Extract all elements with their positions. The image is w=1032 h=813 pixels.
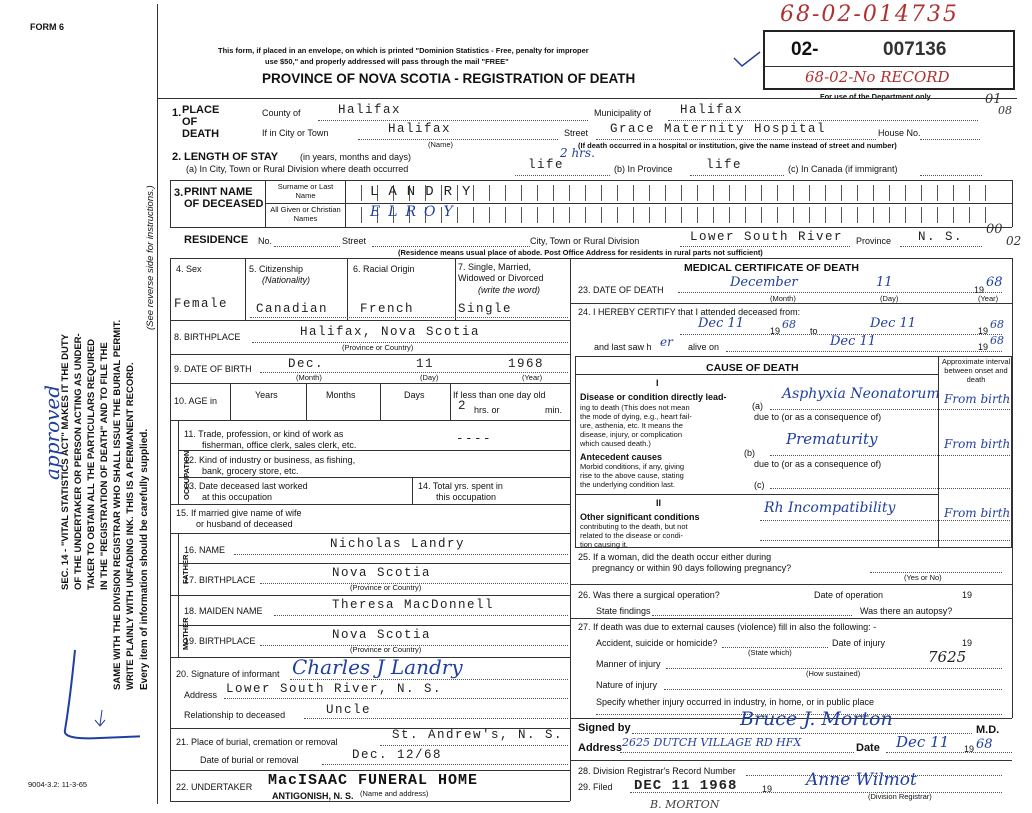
s5-label: 5. Citizenship xyxy=(249,264,304,274)
cause-ant3: rise to the above cause, stating xyxy=(580,471,684,480)
s29-signature: Anne Wilmot xyxy=(806,770,917,790)
header-note-1: This form, if placed in an envelope, on which is printed "Dominion Statistics - Free, penalty for improper xyxy=(218,46,589,55)
cause-o4: tion causing it. xyxy=(580,540,628,549)
cause-ant4: the underlying condition last. xyxy=(580,480,676,489)
s10-hrs: hrs. or xyxy=(474,405,500,415)
side-text-1: SEC. 14 - "VITAL STATISTICS ACT" MAKES IT THE DUTY xyxy=(60,333,71,590)
s1-label: PLACE OF DEATH xyxy=(182,104,220,140)
s26-yr: 19 xyxy=(962,590,973,600)
s11-l2: fisherman, office clerk, sales clerk, etc. xyxy=(202,440,357,450)
side-text-8: (See reverse side for instructions.) xyxy=(145,185,156,330)
margin-scribble xyxy=(40,640,140,750)
s12-l2: bank, grocery store, etc. xyxy=(202,466,299,476)
s24-alive-on: Dec 11 xyxy=(830,334,877,349)
s24-to-yr: 68 xyxy=(990,318,1004,331)
s1-hosp-note: (If death occurred in a hospital or institution, give the name instead of street and number) xyxy=(578,141,897,150)
s9-day: 11 xyxy=(416,357,435,371)
s3-label: PRINT NAME OF DECEASED xyxy=(184,186,264,210)
s10-hrs-val: 2 xyxy=(458,399,468,413)
s22-label: 22. UNDERTAKER xyxy=(176,782,253,792)
signed-addr: 2625 DUTCH VILLAGE RD HFX xyxy=(622,736,802,749)
s3-prov-label: Province xyxy=(856,236,892,246)
s6-value: French xyxy=(360,302,415,316)
s3-given-label: All Given or Christian Names xyxy=(270,205,341,223)
s3-no-label: No. xyxy=(258,236,273,246)
s27-code: 7625 xyxy=(928,648,967,666)
cause-ant2: Morbid conditions, if any, giving xyxy=(580,462,685,471)
s3-res-note: (Residence means usual place of abode. Post Office Address for residents in rural parts not sufficient) xyxy=(398,248,763,257)
s11-value: ---- xyxy=(456,432,493,446)
s19-label: 19. BIRTHPLACE xyxy=(184,636,256,646)
s21-date-label: Date of burial or removal xyxy=(200,755,299,765)
s12-label: 12. Kind of industry or business, as fishing, xyxy=(184,455,356,465)
s24-seen: er xyxy=(660,335,673,349)
s1-county: Halifax xyxy=(338,103,402,117)
s24-yrpre-1: 19 xyxy=(770,326,781,336)
bottom-handwriting: B. MORTON xyxy=(650,798,720,811)
s10-min: min. xyxy=(545,405,563,415)
s17-label: 17. BIRTHPLACE xyxy=(184,575,256,585)
s8-value: Halifax, Nova Scotia xyxy=(300,325,481,339)
s2-sub: (in years, months and days) xyxy=(300,152,412,162)
s24-to: Dec 11 xyxy=(870,316,917,331)
s24-yrpre-3: 19 xyxy=(978,342,989,352)
s24-yrpre-2: 19 xyxy=(978,326,989,336)
s14-l2: this occupation xyxy=(436,492,497,502)
s24-to-label: to xyxy=(810,326,818,336)
side-text-3: TAKER TO OBTAIN ALL THE PARTICULARS REQUIRED xyxy=(86,338,97,590)
s27-acc: Accident, suicide or homicide? xyxy=(596,638,718,648)
s11-label: 11. Trade, profession, or kind of work as xyxy=(184,429,344,439)
reg-line2: 68-02-No RECORD xyxy=(805,68,950,86)
s29-label: 29. Filed xyxy=(578,782,613,792)
s16-label: 16. NAME xyxy=(184,545,226,555)
s1-muni-label: Municipality of xyxy=(594,108,652,118)
s17-value: Nova Scotia xyxy=(332,566,432,580)
footer-code: 9004-3.2: 11-3-65 xyxy=(28,780,88,789)
signed-date: Dec 11 xyxy=(896,733,950,751)
s10-months: Months xyxy=(326,390,356,400)
s2-a-label: (a) In City, Town or Rural Division where death occurred xyxy=(186,164,409,174)
s17-note: (Province or Country) xyxy=(350,583,422,592)
s9-d: (Day) xyxy=(420,373,439,382)
s9-year: 1968 xyxy=(508,357,545,371)
cause-a-label: (a) xyxy=(752,401,763,411)
s5-value: Canadian xyxy=(256,302,329,316)
s24-alive-label: alive on xyxy=(688,342,720,352)
s3-given: ELROY xyxy=(370,204,461,220)
s1-name-note: (Name) xyxy=(428,140,454,149)
s3-street-label: Street xyxy=(342,236,367,246)
cause-due-1: due to (or as a consequence of) xyxy=(754,412,882,422)
cause-roman-1: I xyxy=(656,378,659,388)
side-text-5: SAME WITH THE DIVISION REGISTRAR WHO SHALL ISSUE THE BURIAL PERMIT. xyxy=(112,319,123,690)
s25-l2: pregnancy or within 90 days following pregnancy? xyxy=(592,563,792,573)
cause-d3: the mode of dying, e.g., heart fail- xyxy=(580,412,692,421)
s21-label: 21. Place of burial, cremation or removal xyxy=(176,737,338,747)
cause-ii-value: Rh Incompatibility xyxy=(764,500,896,516)
dept-mark-4: 02 xyxy=(1006,234,1022,248)
cause-o2: contributing to the death, but not xyxy=(580,522,688,531)
s23-m: (Month) xyxy=(770,294,796,303)
s26-find: State findings xyxy=(596,606,651,616)
s3-surname: LANDRY xyxy=(370,184,481,200)
s22-value: MacISAAC FUNERAL HOME xyxy=(268,772,479,789)
s23-year: 68 xyxy=(986,275,1003,290)
s1-num: 1. xyxy=(172,107,182,119)
department-note: For use of the Department only xyxy=(820,92,931,101)
s3-residence-label: RESIDENCE xyxy=(184,234,249,246)
s25-note: (Yes or No) xyxy=(904,573,942,582)
signed-md: M.D. xyxy=(976,724,1000,736)
cause-due-2: due to (or as a consequence of) xyxy=(754,459,882,469)
s23-d: (Day) xyxy=(880,294,899,303)
s20-addr: Lower South River, N. S. xyxy=(226,682,443,696)
s10-label: 10. AGE in xyxy=(174,396,218,406)
cause-o3: related to the disease or condi- xyxy=(580,531,683,540)
s21-value: St. Andrew's, N. S. xyxy=(392,728,564,742)
side-text-4: IN THE "REGISTRATION OF DEATH" AND TO FILE THE xyxy=(99,342,110,590)
s20-rel-label: Relationship to deceased xyxy=(184,710,286,720)
cause-b-interval: From birth xyxy=(944,437,1011,451)
s24-from-yr: 68 xyxy=(782,318,796,331)
s9-m: (Month) xyxy=(296,373,322,382)
s7-label: 7. Single, Married, Widowed or Divorced xyxy=(458,262,544,283)
s20-signature: Charles J Landry xyxy=(292,655,463,679)
cause-d4: ure, asthenia, etc. It means the xyxy=(580,421,683,430)
signed-date-label: Date xyxy=(856,742,880,754)
signed-yr: 68 xyxy=(976,737,993,752)
cause-b-label: (b) xyxy=(744,448,755,458)
s24-from: Dec 11 xyxy=(698,316,745,331)
reg-number: 007136 xyxy=(883,39,947,60)
signed-label: Signed by xyxy=(578,722,631,734)
side-text-6: WRITE PLAINLY WITH UNFADING INK. THIS IS A PERMANENT RECORD. xyxy=(125,362,136,690)
cause-b-value: Prematurity xyxy=(786,430,878,448)
s14-label: 14. Total yrs. spent in xyxy=(418,481,503,491)
s7-sub: (write the word) xyxy=(478,285,541,295)
s18-value: Theresa MacDonnell xyxy=(332,598,495,612)
s27-specify: Specify whether injury occurred in industry, in home, or in public place xyxy=(596,697,874,707)
s3-surname-label: Surname or Last Name xyxy=(277,182,334,200)
s4-value: Female xyxy=(174,297,229,311)
side-text-7: Every item of information should be carefully supplied. xyxy=(139,428,150,690)
s27-inj-date: Date of injury xyxy=(832,638,886,648)
s29-note: (Division Registrar) xyxy=(868,792,932,801)
cause-ii-interval: From birth xyxy=(944,506,1011,520)
s22-note: (Name and address) xyxy=(360,789,429,798)
s10-days: Days xyxy=(404,390,425,400)
s2-label: LENGTH OF STAY xyxy=(184,151,279,163)
s20-rel: Uncle xyxy=(326,703,372,717)
s13-l2: at this occupation xyxy=(202,492,273,502)
s1-city: Halifax xyxy=(388,122,452,136)
s25-label: 25. If a woman, did the death occur either during xyxy=(578,552,772,562)
s24-seen-label: and last saw h xyxy=(594,342,652,352)
s2-num: 2. xyxy=(172,151,182,163)
s1-house-label: House No. xyxy=(878,128,921,138)
s15-l2: or husband of deceased xyxy=(196,519,293,529)
check-mark-icon xyxy=(732,50,762,70)
med-title: MEDICAL CERTIFICATE OF DEATH xyxy=(684,262,859,274)
cause-d1: Disease or condition directly lead- xyxy=(580,392,727,402)
cause-interval: Approximate interval between onset and death xyxy=(941,357,1011,384)
s27-yr: 19 xyxy=(962,638,973,648)
s3-num: 3. xyxy=(174,187,184,199)
s9-label: 9. DATE OF BIRTH xyxy=(174,364,252,374)
registration-box xyxy=(763,30,1015,90)
dept-mark-3: 00 xyxy=(986,222,1003,237)
s23-label: 23. DATE OF DEATH xyxy=(578,285,664,295)
cause-o1: Other significant conditions xyxy=(580,512,700,522)
s23-month: December xyxy=(730,275,798,290)
s2-a-value: life xyxy=(528,158,565,172)
s23-day: 11 xyxy=(876,275,893,290)
cause-d2: ing to death (This does not mean xyxy=(580,403,690,412)
cause-a-value: Asphyxia Neonatorum xyxy=(782,386,940,402)
header-note-2: use $50," and properly addressed will pass through the mail "FREE" xyxy=(265,57,509,66)
signed-yr-pre: 19 xyxy=(964,744,975,754)
s2-a-hand: 2 hrs. xyxy=(560,146,595,160)
s8-note: (Province or Country) xyxy=(342,343,414,352)
s19-note: (Province or Country) xyxy=(350,645,422,654)
cause-c-label: (c) xyxy=(754,480,765,490)
s7-value: Single xyxy=(458,302,513,316)
s2-c-label: (c) In Canada (if immigrant) xyxy=(788,164,898,174)
s2-b-value: life xyxy=(706,158,743,172)
s1-city-label: If in City or Town xyxy=(262,128,329,138)
s1-street-label: Street xyxy=(564,128,589,138)
s10-years: Years xyxy=(255,390,278,400)
s9-y: (Year) xyxy=(522,373,543,382)
s8-label: 8. BIRTHPLACE xyxy=(174,332,241,342)
s23-y: (Year) xyxy=(978,294,999,303)
s26-label: 26. Was there a surgical operation? xyxy=(578,590,720,600)
s5-sub: (Nationality) xyxy=(262,275,311,285)
s16-value: Nicholas Landry xyxy=(330,537,466,551)
reg-prefix: 02- xyxy=(791,39,819,60)
occupation-label: OCCUPATION xyxy=(182,450,191,500)
cause-a-interval: From birth xyxy=(944,392,1011,406)
s28-label: 28. Division Registrar's Record Number xyxy=(578,766,736,776)
s24-label: 24. I HEREBY CERTIFY that I attended deceased from: xyxy=(578,307,801,317)
form-title: PROVINCE OF NOVA SCOTIA - REGISTRATION OF DEATH xyxy=(262,71,636,86)
s27-sust: (How sustained) xyxy=(806,669,861,678)
s3-city-label: City, Town or Rural Division xyxy=(530,236,640,246)
s24-alive-yr: 68 xyxy=(990,334,1004,347)
cause-d6: which caused death.) xyxy=(580,439,651,448)
dept-mark-1: 01 xyxy=(985,92,1002,107)
signed-addr-label: Address xyxy=(578,742,623,754)
s23-year-pre: 19 xyxy=(974,285,985,295)
s21-date: Dec. 12/68 xyxy=(352,748,443,762)
s3-city: Lower South River xyxy=(690,230,844,244)
s27-label: 27. If death was due to external causes (violence) fill in also the following: - xyxy=(578,622,877,632)
father-label: FATHER xyxy=(181,554,190,584)
s6-label: 6. Racial Origin xyxy=(353,264,415,274)
cause-roman-2: II xyxy=(656,498,662,508)
side-text-2: OF THE UNDERTAKER OR PERSON ACTING AS UNDER- xyxy=(73,333,84,590)
s20-label: 20. Signature of informant xyxy=(176,669,280,679)
cause-title: CAUSE OF DEATH xyxy=(706,362,799,374)
dept-mark-2: 08 xyxy=(998,104,1012,117)
s26-date: Date of operation xyxy=(814,590,884,600)
s1-muni: Halifax xyxy=(680,103,744,117)
s1-street: Grace Maternity Hospital xyxy=(610,122,827,136)
s26-autopsy: Was there an autopsy? xyxy=(860,606,953,616)
s15-label: 15. If married give name of wife xyxy=(176,508,302,518)
s10-lt: If less than one day old xyxy=(453,390,546,400)
cause-ant1: Antecedent causes xyxy=(580,452,663,462)
s29-yr: 19 xyxy=(762,784,773,794)
s20-addr-label: Address xyxy=(184,690,218,700)
side-handwriting: approved xyxy=(40,384,64,480)
s27-nature: Nature of injury xyxy=(596,680,658,690)
s22-sub: ANTIGONISH, N. S. xyxy=(272,791,354,801)
s1-county-label: County of xyxy=(262,108,301,118)
s9-month: Dec. xyxy=(288,357,325,371)
mother-label: MOTHER xyxy=(181,617,190,650)
form-number: FORM 6 xyxy=(30,22,65,32)
s18-label: 18. MAIDEN NAME xyxy=(184,606,263,616)
s27-state: (State which) xyxy=(748,648,792,657)
signed-signature: Bruce J. Morton xyxy=(740,708,893,730)
s29-stamp: DEC 11 1968 xyxy=(634,778,738,794)
s2-b-label: (b) In Province xyxy=(614,164,673,174)
registration-stamp-top: 68-02-014735 xyxy=(780,2,959,27)
s13-label: 13. Date deceased last worked xyxy=(184,481,308,491)
s19-value: Nova Scotia xyxy=(332,628,432,642)
s27-manner: Manner of injury xyxy=(596,659,661,669)
s3-prov: N. S. xyxy=(918,230,964,244)
s4-label: 4. Sex xyxy=(176,264,202,274)
cause-d5: disease, injury, or complication xyxy=(580,430,682,439)
